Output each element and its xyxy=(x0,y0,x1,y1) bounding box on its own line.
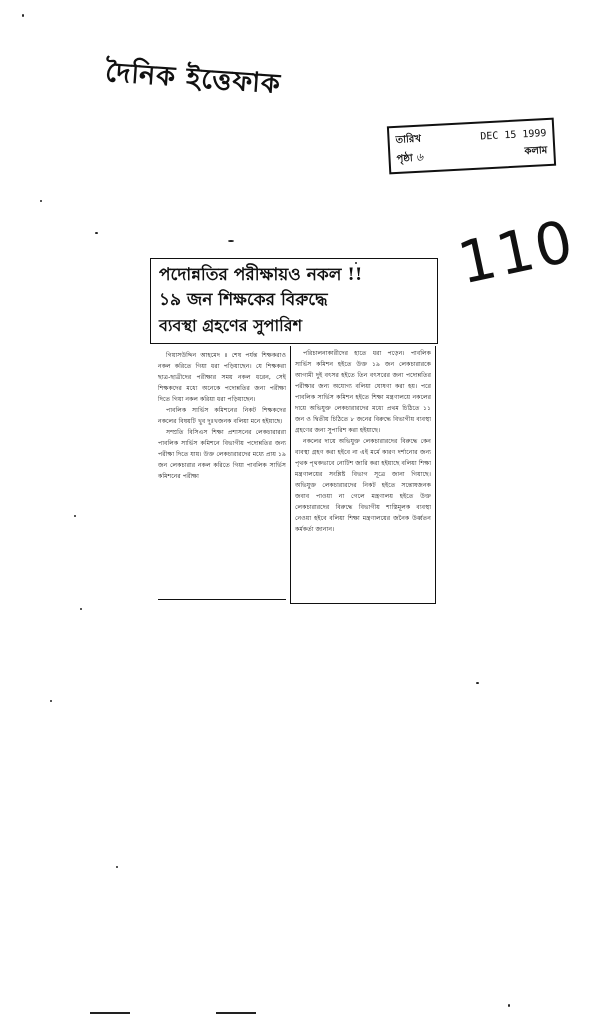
article-left-column xyxy=(158,350,286,600)
newspaper-masthead: দৈনিক ইত্তেফাক xyxy=(104,56,282,101)
scan-speck xyxy=(74,515,76,517)
stamp-date-label: তারিখ xyxy=(395,133,422,146)
left-paragraph-2: পাবলিক সার্ভিস কমিশনের নিকট শিক্ষকদের নকলের বিষয়টি খুব দুঃখজনক বলিয়া মনে হইয়াছে। xyxy=(158,407,286,425)
scan-speck xyxy=(228,240,234,242)
scan-speck xyxy=(508,1004,510,1007)
scan-speck xyxy=(80,608,82,610)
headline-box xyxy=(150,258,438,344)
left-paragraph-1: গিয়াসউদ্দিন আহমেদ ॥ শেষ পর্যন্ত শিক্ষকরাও নকল করিতে গিয়া ধরা পড়িয়াছেন। যে শিক্ষকরা ছাত্র-ছাত্রীদের পরীক্ষার সময় নকল ধরেন, সেই শিক্ষকদের মধ্যে অনেকে পদোন্নতির জন্য পরীক্ষা দিতে গিয়া নকল করিয়া ধরা পড়িয়াছেন। xyxy=(158,352,286,403)
right-paragraph-1: পরিচালনাকারীদের হাতে ধরা পড়েন। পাবলিক সার্ভিস কমিশন হইতে উক্ত ১৯ জন লেকচারারকে আগামী দুই বৎসর হইতে তিন বৎসরের জন্য পদোন্নতির পরীক্ষার জন্য অযোগ্য বলিয়া ঘোষণা করা হয়। পরে পাবলিক সার্ভিস কমিশন হইতে শিক্ষা মন্ত্রণালয়ে নকলের দায়ে অভিযুক্ত লেকচারারদের মধ্যে প্রথম চিঠিতে ১১ জন ও দ্বিতীয় চিঠিতে ৮ জনের বিরুদ্ধে বিভাগীয় ব্যবস্থা গ্রহণের জন্য সুপারিশ করা হইয়াছে। xyxy=(295,350,431,434)
scan-speck xyxy=(355,262,357,264)
scan-edge-mark xyxy=(216,1012,256,1014)
column-bottom-rule xyxy=(158,599,286,600)
handwritten-page-number: 110 xyxy=(452,206,581,298)
stamp-page-value: ৬ xyxy=(415,150,424,164)
right-paragraph-2: নকলের দায়ে অভিযুক্ত লেকচারারদের বিরুদ্ধে কেন ব্যবস্থা গ্রহণ করা হইবে না এই মর্মে কারণ দর্শানোর জন্য পৃথক পৃথকভাবে নোটিশ জারি করা হইয়াছে বলিয়া শিক্ষা মন্ত্রণালয়ের সংশ্লিষ্ট বিভাগ সূত্রে জানা গিয়াছে। অভিযুক্ত লেকচারারদের নিকট হইতে সন্তোষজনক জবাব পাওয়া না গেলে মন্ত্রণালয় হইতে উক্ত লেকচারারদের বিরুদ্ধে বিভাগীয় শাস্তিমূলক ব্যবস্থা নেওয়া হইবে বলিয়া শিক্ষা মন্ত্রণালয়ের জনৈক উর্ধ্বতন কর্মকর্তা জানান। xyxy=(295,438,431,533)
headline-line-1: পদোন্নতির পরীক্ষায়ও নকল !! xyxy=(159,265,363,285)
scan-speck xyxy=(50,700,52,702)
article-right-column xyxy=(290,346,436,604)
news-clipping xyxy=(150,258,438,603)
scan-speck xyxy=(116,866,118,868)
scan-speck xyxy=(40,200,42,202)
stamp-date-value: DEC 15 1999 xyxy=(479,127,547,143)
left-paragraph-3: সম্প্রতি বিসিএস শিক্ষা প্রশাসনের লেকচারাররা পাবলিক সার্ভিস কমিশনে বিভাগীয় পদোন্নতির জন্য পরীক্ষা দিতে যায়। উক্ত লেকচারারদের মধ্যে প্রায় ১৯ জন লেকচারার নকল করিতে গিয়া পাবলিক সার্ভিস কমিশনের পরীক্ষা xyxy=(158,429,286,480)
scan-speck xyxy=(95,232,98,234)
scan-speck xyxy=(22,14,24,17)
scan-edge-mark xyxy=(90,1012,130,1014)
stamp-column-label: কলাম xyxy=(524,144,548,157)
headline-line-2: ১৯ জন শিক্ষকের বিরুদ্ধে xyxy=(159,290,328,310)
scan-speck xyxy=(476,682,479,684)
headline-line-3: ব্যবস্থা গ্রহণের সুপারিশ xyxy=(159,316,303,335)
archive-stamp xyxy=(387,118,556,175)
stamp-page-label: পৃষ্ঠা xyxy=(396,152,414,165)
